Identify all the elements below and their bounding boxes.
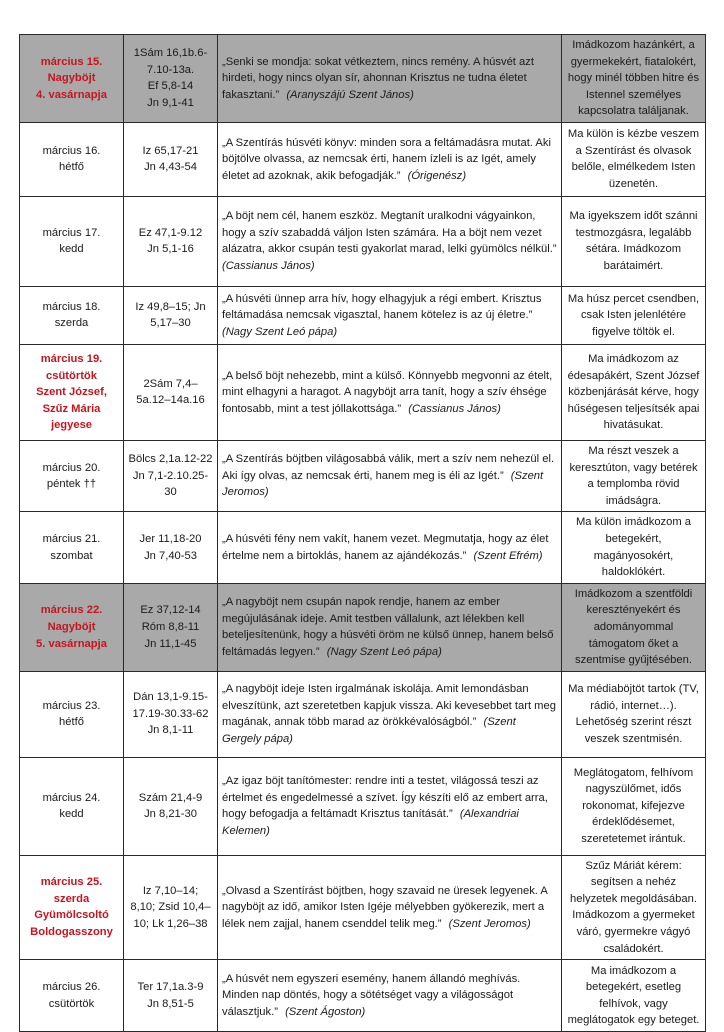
readings-cell xyxy=(124,344,218,440)
quote-text: „A nagyböjt ideje Isten irgalmának iskolája. Amit lemondásban elveszítünk, azt szeretetben kapjuk vissza. Aki kevesebbet tart meg magának, annak több marad az örökkévalóságból.” xyxy=(222,683,556,729)
day-label xyxy=(24,368,119,434)
day-label xyxy=(24,476,119,493)
quote-cell xyxy=(218,583,562,671)
quote-text: „A Szentírás böjtben világosabbá válik, mert a szív nem nehezül el. Aki így olvas, az nemcsak érti, hanem meg is éli az Igét.” xyxy=(222,453,555,482)
day-line: Szűz Mária xyxy=(42,402,101,415)
scripture-reference: Dán 13,1-9.15- xyxy=(133,691,208,704)
date-label: március 19. xyxy=(40,352,103,365)
scripture-reference: 8,10; Zsid 10,4– xyxy=(130,901,211,914)
day-line: Nagyböjt xyxy=(47,620,96,633)
quote-text: „Olvasd a Szentírást böjtben, hogy szavaid ne üresek legyenek. A nagyböjt az idő, amikor Isten Igéje mélyebben gyökerezik, mert a lélek nem zajjal, hanem csenddel telik meg.” xyxy=(222,884,548,930)
date-cell xyxy=(20,122,124,196)
scripture-reference: 5a.12–14a.16 xyxy=(136,394,205,407)
readings-cell xyxy=(124,196,218,286)
day-line: szerda xyxy=(54,317,89,330)
quote-text: „A belső böjt nehezebb, mint a külső. Könnyebb megvonni az ételt, mint elhagyni a haragot. A nagyböjt arra tanít, hogy a szív éhsége fontosabb, mint a test jóllakottsága.” xyxy=(222,369,553,415)
calendar-row xyxy=(20,512,706,583)
quote-text: „Senki se mondja: sokat vétkeztem, nincs remény. A húsvét azt hirdeti, hogy nincs olyan sír, ahonnan Krisztus ne tudna életet fakasztani.” xyxy=(222,55,534,101)
date-label: március 16. xyxy=(42,144,101,157)
scripture-reference: Jn 7,40-53 xyxy=(144,549,197,562)
daily-resolution-cell: Ma médiaböjtöt tartok (TV, rádió, internet…). Lehetőség szerint részt veszek szentmisén. xyxy=(562,671,706,757)
quote-text: „A húsvéti fény nem vakít, hanem vezet. Megmutatja, hogy az élet értelme nem a birtoklás, hanem az ajándékozás.” xyxy=(222,532,549,562)
quote-cell xyxy=(218,440,562,511)
date-cell xyxy=(20,196,124,286)
day-line: kedd xyxy=(59,808,84,821)
day-label xyxy=(24,241,119,258)
daily-resolution-cell: Szűz Máriát kérem: segítsen a nehéz helyzetek megoldásában. Imádkozom a gyermeket váró, gyermekre vágyó családokért. xyxy=(562,855,706,960)
quote-text: „A Szentírás húsvéti könyv: minden sora a feltámadásra mutat. Aki böjtölve olvassa, az nemcsak érti, hanem ízleli is az Igét, amely életet ad azoknak, akik befogadják.” xyxy=(222,136,551,182)
quote-cell xyxy=(218,960,562,1032)
date-label: március 25. xyxy=(40,876,103,889)
readings-cell xyxy=(124,960,218,1032)
scripture-reference: Jn 8,51-5 xyxy=(147,997,194,1010)
day-line: péntek †† xyxy=(46,478,97,491)
date-cell xyxy=(20,35,124,123)
date-label: március 23. xyxy=(42,699,101,712)
day-line: Gyümölcsoltó xyxy=(34,909,109,922)
day-line: szerda xyxy=(53,892,90,905)
date-cell xyxy=(20,855,124,960)
day-label xyxy=(24,70,119,103)
scripture-reference: Ter 17,1a.3-9 xyxy=(137,981,204,994)
quote-author: (Nagy Szent Leó pápa) xyxy=(222,325,338,338)
lent-calendar-table xyxy=(19,34,706,1032)
quote-text: „Az igaz böjt tanítómester: rendre inti a testet, világossá teszi az értelmet és engedelmessé a szívet. Így készíti elő az embert arra, hogy befogadja a feltámadt Krisztus tanítását.” xyxy=(222,775,548,821)
quote-cell xyxy=(218,344,562,440)
date-label: március 18. xyxy=(42,300,101,313)
day-line: hétfő xyxy=(59,716,84,729)
quote-author: (Cassianus János) xyxy=(222,260,315,273)
calendar-row xyxy=(20,344,706,440)
date-label: március 21. xyxy=(42,532,101,545)
day-line: szombat xyxy=(50,549,93,562)
scripture-reference: Ef 5,8-14 xyxy=(147,80,194,93)
day-label xyxy=(24,159,119,176)
day-line: Boldogasszony xyxy=(30,926,113,939)
date-label: március 24. xyxy=(42,791,101,804)
date-cell xyxy=(20,757,124,855)
scripture-reference: Jn 4,43-54 xyxy=(144,161,197,174)
calendar-body xyxy=(20,35,706,1032)
quote-cell xyxy=(218,286,562,344)
scripture-reference: 10; Lk 1,26–38 xyxy=(133,917,208,930)
date-label: március 17. xyxy=(42,226,101,239)
scripture-reference: Jn 9,1-41 xyxy=(147,97,194,110)
date-cell xyxy=(20,286,124,344)
date-label: március 15. xyxy=(40,55,103,68)
readings-cell xyxy=(124,35,218,123)
day-label xyxy=(24,806,119,823)
quote-cell xyxy=(218,757,562,855)
quote-text: „A húsvéti ünnep arra hív, hogy elhagyjuk a régi embert. Krisztus feltámadása nemcsak vigasztal, hanem kötelez is az új életre.” xyxy=(222,292,542,322)
readings-cell xyxy=(124,855,218,960)
daily-resolution-cell: Meglátogatom, felhívom nagyszülőmet, idős rokonomat, kifejezve érdeklődésemet, szeretetemet irántuk. xyxy=(562,757,706,855)
readings-cell xyxy=(124,512,218,583)
scripture-reference: Jn 11,1-45 xyxy=(144,637,197,650)
day-label xyxy=(24,996,119,1013)
date-cell xyxy=(20,960,124,1032)
scripture-reference: Jn 5,1-16 xyxy=(147,243,194,256)
daily-resolution-cell: Ma igyekszem időt szánni testmozgásra, legalább sétára. Imádkozom barátaimért. xyxy=(562,196,706,286)
date-cell xyxy=(20,440,124,511)
quote-author: (Szent Jeromos) xyxy=(222,469,544,499)
calendar-row xyxy=(20,35,706,123)
quote-author: (Szent Jeromos) xyxy=(448,917,531,930)
quote-text: „A nagyböjt nem csupán napok rendje, hanem az ember megújulásának ideje. Amit testben vállalunk, azt lélekben kell beteljesítenünk, hogy a húsvéti öröm ne külső ünnep, hanem belső feltámadás legyen.” xyxy=(222,596,554,658)
day-label xyxy=(24,891,119,941)
day-line: Szent József, xyxy=(36,386,107,399)
day-line: 5. vasárnapja xyxy=(36,637,107,650)
date-cell xyxy=(20,583,124,671)
calendar-row xyxy=(20,440,706,511)
quote-author: (Alexandriai Kelemen) xyxy=(222,808,519,837)
calendar-row xyxy=(20,855,706,960)
scripture-reference: Iz 49,8–15; Jn xyxy=(135,300,206,313)
date-label: március 22. xyxy=(40,604,103,617)
scripture-reference: Jn 7,1-2.10.25-30 xyxy=(132,469,209,499)
scripture-reference: Róm 8,8-11 xyxy=(141,620,200,633)
scripture-reference: Szám 21,4-9 xyxy=(138,791,203,804)
quote-author: (Nagy Szent Leó pápa) xyxy=(326,645,442,658)
scripture-reference: Ez 37,12-14 xyxy=(140,604,201,617)
calendar-row xyxy=(20,583,706,671)
calendar-row xyxy=(20,196,706,286)
scripture-reference: Jer 11,18-20 xyxy=(139,532,202,545)
day-line: csütörtök xyxy=(48,997,95,1010)
quote-cell xyxy=(218,196,562,286)
day-line: csütörtök xyxy=(46,369,97,382)
scripture-reference: Jn 8,21-30 xyxy=(144,808,197,821)
daily-resolution-cell: Ma húsz percet csendben, csak Isten jelenlétére figyelve töltök el. xyxy=(562,286,706,344)
day-line: Nagyböjt xyxy=(47,72,96,85)
day-label xyxy=(24,548,119,565)
quote-author: (Szent Efrém) xyxy=(473,549,543,562)
quote-author: (Szent Ágoston) xyxy=(285,1006,366,1019)
quote-cell xyxy=(218,671,562,757)
readings-cell xyxy=(124,122,218,196)
day-label xyxy=(24,315,119,332)
daily-resolution-cell: Imádkozom hazánkért, a gyermekekért, fiatalokért, hogy minél többen hitre és Istennel személyes kapcsolatra találjanak. xyxy=(562,35,706,123)
scripture-reference: 7.10-13a. xyxy=(146,63,195,76)
day-line: kedd xyxy=(59,243,84,256)
readings-cell xyxy=(124,757,218,855)
daily-resolution-cell: Ma külön is kézbe veszem a Szentírást és olvasok belőle, elmélkedem Isten üzenetén. xyxy=(562,122,706,196)
day-line: hétfő xyxy=(59,161,84,174)
quote-cell xyxy=(218,855,562,960)
quote-author: (Aranyszájú Szent János) xyxy=(286,88,414,101)
quote-cell xyxy=(218,512,562,583)
calendar-row xyxy=(20,286,706,344)
daily-resolution-cell: Imádkozom a szentföldi keresztényekért és adományommal támogatom őket a szentmise gyűjtésében. xyxy=(562,583,706,671)
scripture-reference: Bölcs 2,1a.12-22 xyxy=(128,453,213,466)
quote-cell xyxy=(218,122,562,196)
daily-resolution-cell: Ma imádkozom az édesapákért, Szent József közbenjárását kérve, hogy hűségesen teljesítsék apai hivatásukat. xyxy=(562,344,706,440)
day-line: 4. vasárnapja xyxy=(36,88,107,101)
calendar-row xyxy=(20,757,706,855)
quote-author: (Szent Gergely pápa) xyxy=(222,716,516,745)
scripture-reference: Iz 7,10–14; xyxy=(142,884,199,897)
date-cell xyxy=(20,512,124,583)
date-label: március 26. xyxy=(42,981,101,994)
scripture-reference: 5,17–30 xyxy=(150,317,191,330)
calendar-row xyxy=(20,960,706,1032)
day-label xyxy=(24,619,119,652)
readings-cell xyxy=(124,440,218,511)
readings-cell xyxy=(124,286,218,344)
quote-author: (Órigenész) xyxy=(407,169,467,182)
scripture-reference: 1Sám 16,1b.6- xyxy=(133,47,208,60)
scripture-reference: Jn 8,1-11 xyxy=(147,724,194,737)
daily-resolution-cell: Ma részt veszek a keresztúton, vagy betérek a templomba rövid imádságra. xyxy=(562,440,706,511)
date-cell xyxy=(20,344,124,440)
scripture-reference: 17.19-30.33-62 xyxy=(132,707,209,720)
scripture-reference: Iz 65,17-21 xyxy=(142,144,199,157)
quote-text: „A böjt nem cél, hanem eszköz. Megtanít uralkodni vágyainkon, hogy a szív szabaddá váljon Isten számára. Ha a böjt nem vezet alázatra, akkor csupán testi gyakorlat marad, lelki gyümölcs nélkül.” xyxy=(222,210,557,256)
calendar-row xyxy=(20,122,706,196)
scripture-reference: Ez 47,1-9.12 xyxy=(138,226,203,239)
date-cell xyxy=(20,671,124,757)
daily-resolution-cell: Ma imádkozom a betegekért, esetleg felhívok, vagy meglátogatok egy beteget. xyxy=(562,960,706,1032)
day-label xyxy=(24,714,119,731)
readings-cell xyxy=(124,583,218,671)
readings-cell xyxy=(124,671,218,757)
quote-cell xyxy=(218,35,562,123)
scripture-reference: 2Sám 7,4– xyxy=(143,377,198,390)
date-label: március 20. xyxy=(42,461,101,474)
quote-author: (Cassianus János) xyxy=(408,402,501,415)
daily-resolution-cell: Ma külön imádkozom a betegekért, magányosokért, haldoklókért. xyxy=(562,512,706,583)
day-line: jegyese xyxy=(50,419,93,432)
quote-text: „A húsvét nem egyszeri esemény, hanem állandó meghívás. Minden nap döntés, hogy a sötétséget vagy a világosságot választjuk.” xyxy=(222,972,521,1019)
calendar-row xyxy=(20,671,706,757)
